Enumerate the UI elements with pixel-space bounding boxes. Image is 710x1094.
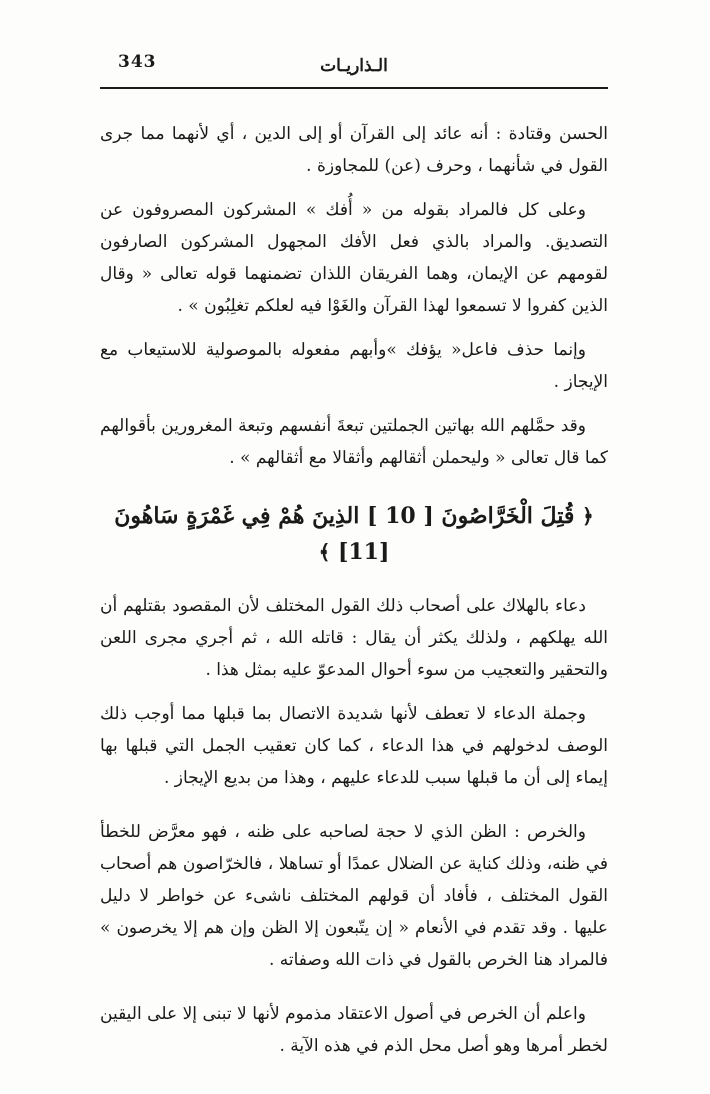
paragraph: وقد حمَّلهم الله بهاتين الجملتين تبعةَ أنفسهم وتبعة المغرورين بأقوالهم كما قال تعالى « وليحملن أثقالهم وأثقالا مع أثقالهم » . — [100, 416, 608, 468]
verse-close-bracket: ﴾ — [318, 540, 331, 564]
verse-text: قُتِلَ الْخَرَّاصُونَ [ 10 ] الذِينَ هُمْ فِي غَمْرَةٍ سَاهُونَ [11] — [114, 503, 575, 565]
commentary-paragraph: والخرص : الظن الذي لا حجة لصاحبه على ظنه ، فهو معرَّض للخطأ في ظنه، وذلك كناية عن الضلال عمدًا أو تساهلا ، فالخرّاصون هم أصحاب القول المختلف ، فأفاد أن قولهم المختلف ناشىء عن خواطر لا دليل عليها . وقد تقدم في الأنعام « إن يتّبعون إلا الظن وإن هم إلا يخرصون » فالمراد هنا الخرص بالقول في ذات الله وصفاته . — [100, 822, 608, 970]
page-header — [100, 50, 608, 86]
quran-verse — [100, 498, 608, 570]
commentary-paragraph: دعاء بالهلاك على أصحاب ذلك القول المختلف لأن المقصود بقتلهم أن الله يهلكهم ، ولذلك يكثر أن يقال : قاتله الله ، ثم أجري مجرى اللعن والتحقير والتعجيب من سوء أحوال المدعوّ عليه بمثل هذا . — [100, 596, 608, 680]
running-title: الـذاريـات — [320, 56, 388, 76]
page-body — [100, 118, 608, 1074]
paragraph: وعلى كل فالمراد بقوله من « أُفك » المشركون المصروفون عن التصديق. والمراد بالذي فعل الأفك المجهول المشركون الصارفون لقومهم عن الإيمان، وهما الفريقان اللذان تضمنهما قوله تعالى « وقال الذين كفروا لا تسمعوا لهذا القرآن والغَوْا فيه لعلكم تغلِبُون » . — [100, 200, 608, 316]
paragraph: الحسن وقتادة : أنه عائد إلى القرآن أو إلى الدين ، أي لأنهما مما جرى القول في شأنهما ، وحرف (عن) للمجاوزة . — [100, 124, 608, 176]
verse-open-bracket: ﴿ — [582, 504, 594, 528]
header-rule — [100, 87, 608, 89]
paragraph: وإنما حذف فاعل« يؤفك »وأبهم مفعوله بالموصولية للاستيعاب مع الإيجاز . — [100, 340, 608, 392]
commentary-paragraph: وجملة الدعاء لا تعطف لأنها شديدة الاتصال بما قبلها مما أوجب ذلك الوصف لدخولهم في هذا الدعاء ، كما كان تعقيب الجمل التي قبلها بها إيماء إلى أن ما قبلها سبب للدعاء عليهم ، وهذا من بديع الإيجاز . — [100, 704, 608, 788]
page-number: 343 — [118, 52, 157, 72]
commentary-paragraph: واعلم أن الخرص في أصول الاعتقاد مذموم لأنها لا تبنى إلا على اليقين لخطر أمرها وهو أصل محل الذم في هذه الآية . — [100, 1004, 608, 1056]
